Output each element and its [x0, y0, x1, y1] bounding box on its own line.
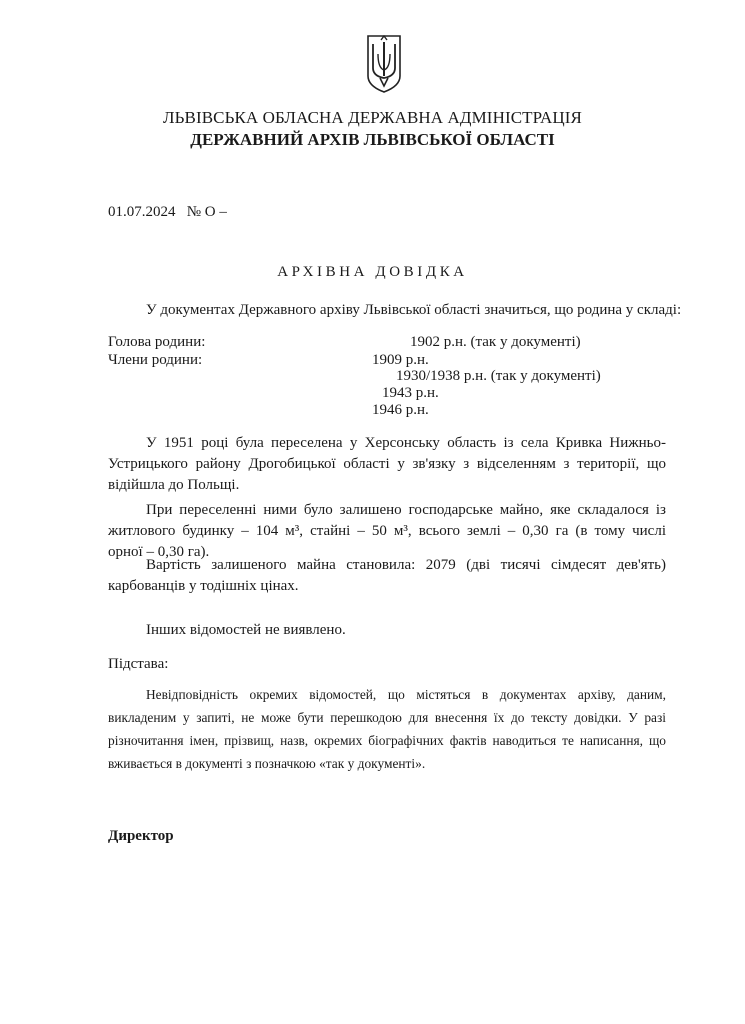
basis-label: Підстава:	[108, 656, 169, 672]
document-title: АРХІВНА ДОВІДКА	[277, 264, 468, 280]
member-year: 1930/1938 р.н. (так у документі)	[396, 368, 601, 384]
member-year: 1946 р.н.	[372, 402, 429, 418]
family-members-label: Члени родини:	[108, 352, 203, 368]
property-paragraph	[108, 500, 666, 563]
member-year: 1943 р.н.	[382, 385, 439, 401]
header-administration: ЛЬВІВСЬКА ОБЛАСНА ДЕРЖАВНА АДМІНІСТРАЦІЯ	[163, 108, 582, 127]
value-paragraph	[108, 555, 666, 597]
paragraph-line: відійшла до Польщі.	[108, 477, 240, 493]
paragraph-line: При переселенні ними було залишено господарське майно, яке складалося із	[146, 502, 666, 518]
disclaimer-paragraph	[108, 683, 666, 775]
paragraph-line: вживається в документі з позначкою «так у документі».	[108, 756, 426, 771]
paragraph-line: Вартість залишеного майна становила: 2079 (дві тисячі сімдесят дев'ять)	[146, 557, 666, 573]
paragraph-line: карбованців у тодішніх цінах.	[108, 578, 299, 594]
no-other-info: Інших відомостей не виявлено.	[146, 622, 346, 638]
paragraph-line: У 1951 році була переселена у Херсонську область із села Кривка Нижньо-	[146, 435, 666, 451]
document-number: № О –	[186, 204, 227, 220]
paragraph-line: Устрицького району Дрогобицької області у зв'язку з відселенням з території, що	[108, 456, 666, 472]
intro-text: У документах Державного архіву Львівської області значиться, що родина у складі:	[146, 302, 682, 318]
resettlement-paragraph	[108, 433, 666, 496]
document-date: 01.07.2024	[108, 204, 176, 220]
date-number-line	[108, 204, 227, 221]
head-of-family-label: Голова родини:	[108, 334, 206, 350]
paragraph-line: житлового будинку – 104 м³, стайні – 50 м³, всього землі – 0,30 га (в тому числі	[108, 523, 666, 539]
paragraph-line: різночитання імен, прізвищ, назв, окремих біографічних фактів наводиться те написання, що	[108, 733, 666, 748]
trident-icon	[364, 32, 404, 94]
paragraph-line: викладеним у запиті, не може бути перешкодою для внесення їх до тексту довідки. У разі	[108, 710, 666, 725]
member-year: 1909 р.н.	[372, 352, 429, 368]
header-archive: ДЕРЖАВНИЙ АРХІВ ЛЬВІВСЬКОЇ ОБЛАСТІ	[190, 130, 555, 149]
paragraph-line: орної – 0,30 га).	[108, 544, 210, 560]
paragraph-line: Невідповідність окремих відомостей, що містяться в документах архіву, даним,	[146, 687, 666, 702]
head-of-family-year: 1902 р.н. (так у документі)	[410, 334, 581, 350]
director-signature-label: Директор	[108, 828, 174, 844]
